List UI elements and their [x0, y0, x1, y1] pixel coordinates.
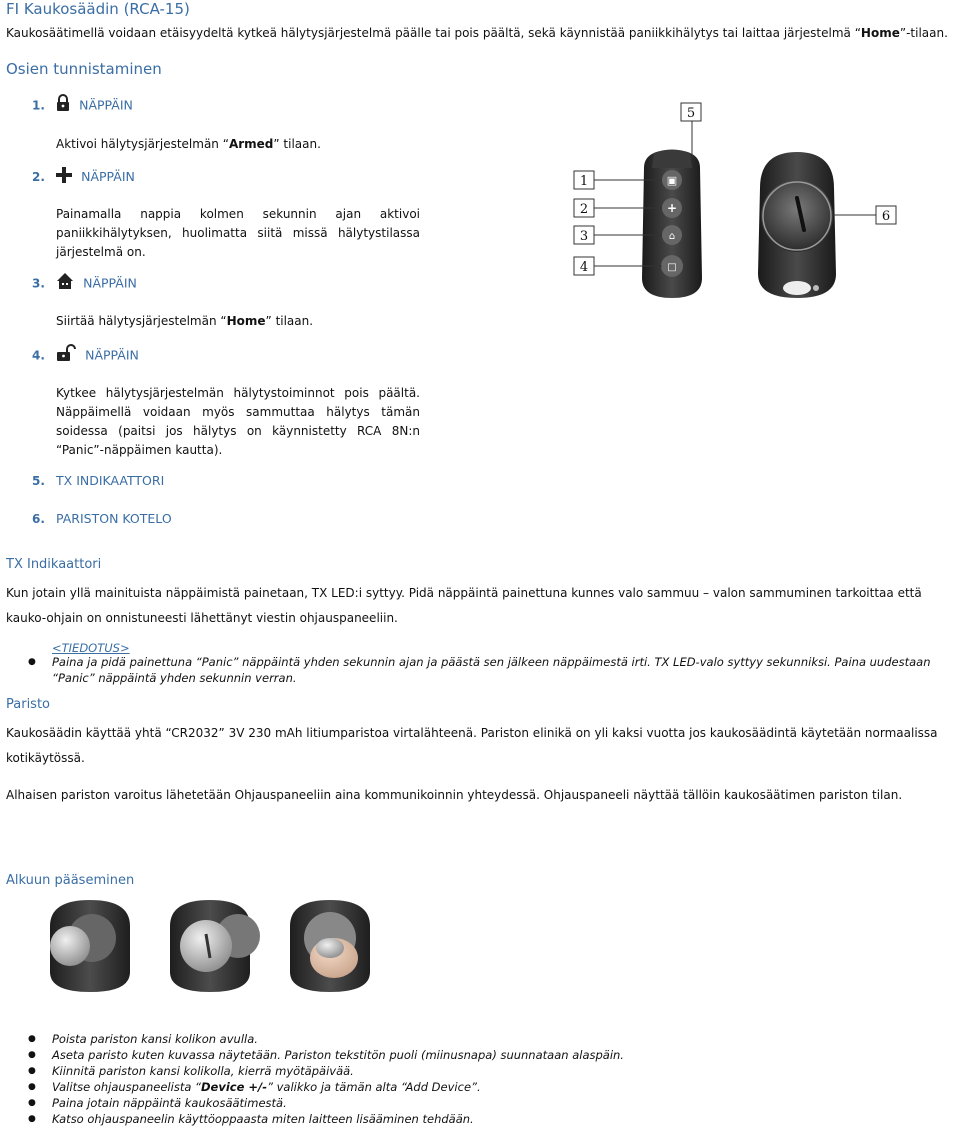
battery-paragraph: Kaukosäädin käyttää yhtä “CR2032” 3V 230 mAh litiumparistoa virtalähteenä. Pariston elinikä on yli kaksi vuotta jos kaukosäädintä käytetään normaalissa kotikäytössä.: [6, 726, 938, 765]
access-heading: Alkuun pääseminen: [6, 873, 135, 888]
tx-heading: TX Indikaattori: [6, 557, 102, 572]
item-6-heading: 6. PARISTON KOTELO: [32, 511, 172, 526]
remote-diagram: [572, 98, 902, 308]
parts-heading: Osien tunnistaminen: [6, 60, 162, 78]
lock-icon: [56, 94, 70, 116]
svg-text:⌂: ⌂: [668, 231, 676, 242]
list-item: ● Kiinnitä pariston kansi kolikolla, kierrä myötäpäivää.: [6, 1063, 946, 1079]
item-2-desc: Painamalla nappia kolmen sekunnin ajan aktivoi paniikkihälytyksen, huolimatta siitä missä hälytystilassa järjestelmä on.: [56, 207, 420, 259]
intro-paragraph: Kaukosäätimellä voidaan etäisyydeltä kytkeä hälytysjärjestelmä päälle tai pois päältä, sekä käynnistää paniikkihälytys tai laittaa järjestelmä “Home”-tilaan.: [6, 26, 948, 40]
svg-text:▣: ▣: [666, 174, 678, 187]
callout-3: 3: [579, 229, 589, 244]
note-item: ● Paina ja pidä painettuna “Panic” näppäintä yhden sekunnin ajan ja päästä sen jälkeen näppäimestä irti. TX LED-valo syttyy sekunniksi. Paina uudestaan “Panic” näppäintä yhden sekunnin verran.: [6, 654, 960, 686]
list-item: ● Valitse ohjauspaneelista “Device +/-” valikko ja tämän alta “Add Device”.: [6, 1079, 946, 1095]
item-2-heading: 2. NÄPPÄIN: [32, 166, 135, 187]
photo-step-1: [50, 900, 130, 992]
list-item: ● Paina jotain näppäintä kaukosäätimestä.: [6, 1095, 946, 1111]
page-title: FI Kaukosäädin (RCA-15): [6, 0, 190, 18]
callout-2: 2: [579, 202, 589, 217]
photo-step-3: [290, 900, 370, 992]
callout-5: 5: [686, 106, 696, 121]
note-list: [6, 654, 960, 686]
callout-4: 4: [579, 260, 589, 275]
photo-step-2: [170, 900, 260, 992]
list-item: ● Poista pariston kansi kolikon avulla.: [6, 1031, 946, 1047]
battery-cover: [761, 180, 833, 252]
tx-paragraph: Kun jotain yllä mainituista näppäimistä painetaan, TX LED:i syttyy. Pidä näppäintä painettuna kunnes valo sammuu – valon sammuminen tarkoittaa että kauko-ohjain on onnistuneesti lähettänyt viestin ohjauspaneeliin.: [6, 586, 922, 625]
item-5-heading: 5. TX INDIKAATTORI: [32, 473, 165, 488]
item-3-heading: 3. NÄPPÄIN: [32, 272, 137, 294]
battery-warning: Alhaisen pariston varoitus lähetetään Ohjauspaneeliin aina kommunikoinnin yhteydessä. Ohjauspaneeli näyttää tällöin kaukosäätimen pariston tilan.: [6, 788, 903, 802]
item-1-heading: 1. NÄPPÄIN: [32, 94, 133, 116]
item-4-desc: Kytkee hälytysjärjestelmän hälytystoiminnot pois päältä. Näppäimellä voidaan myös sammuttaa hälytys tämän soidessa (paitsi jos hälytys on käynnistetty RCA 8N:n “Panic”-näppäimen kautta).: [56, 386, 420, 457]
item-1-desc: Aktivoi hälytysjärjestelmän “Armed” tilaan.: [56, 137, 321, 151]
callout-6: 6: [881, 209, 891, 224]
item-4-heading: 4. NÄPPÄIN: [32, 344, 139, 366]
unlock-icon: [56, 344, 76, 366]
battery-steps-photos: [30, 896, 390, 992]
plus-icon: [56, 167, 72, 187]
note-label: <TIEDOTUS>: [52, 641, 130, 655]
item-3-desc: Siirtää hälytysjärjestelmän “Home” tilaan.: [56, 314, 314, 328]
callout-1: 1: [579, 174, 589, 189]
battery-heading: Paristo: [6, 697, 51, 712]
list-item: ● Aseta paristo kuten kuvassa näytetään. Pariston tekstitön puoli (miinusnapa) suunnataan alaspäin.: [6, 1047, 946, 1063]
svg-text:+: +: [666, 201, 678, 215]
home-icon: [56, 272, 74, 294]
tx-led: [783, 281, 811, 295]
list-item: ● Katso ohjauspaneelin käyttöoppaasta miten laitteen lisääminen tehdään.: [6, 1111, 946, 1127]
steps-list: [6, 1031, 946, 1127]
svg-text:□: □: [667, 262, 677, 273]
